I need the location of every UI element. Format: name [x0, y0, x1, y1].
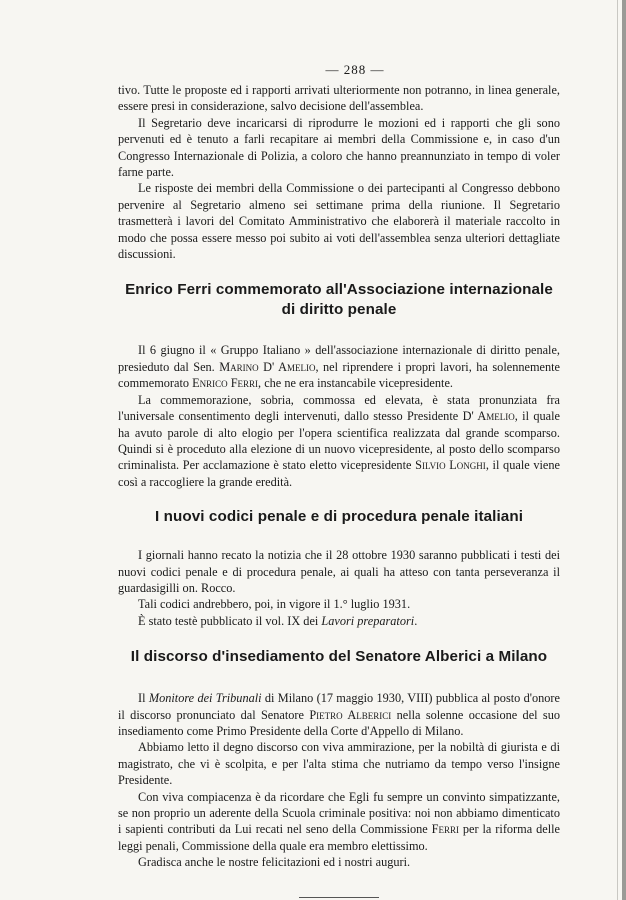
page-number: — 288 — — [325, 62, 385, 77]
closing-rule — [299, 897, 379, 898]
text-run: . — [414, 613, 418, 628]
section1-title-line2: di diritto penale — [281, 301, 397, 319]
section2-paragraph-1: I giornali hanno recato la notizia che il 28 ottobre 1930 saranno pubblicati i testi dei nuovi codici penale e di procedura penale, ai quali ha atteso con tanta perseveranza il guardasigilli on. Rocco. — [118, 548, 560, 595]
section3-paragraph-3 — [118, 789, 560, 855]
intro-paragraph-2: Il Segretario deve incaricarsi di riprodurre le mozioni ed i rapporti che gli sono pervenuti ed è tenuto a farli recapitare ai membri della Commissione e, in caso d'un Congresso Internazionale di Polizia, a coloro che hanno preannunziato in tempo di voler farne parte. — [118, 115, 560, 180]
intro-paragraph-3: Le risposte dei membri della Commissione o dei partecipanti al Congresso debbono pervenire al Segretario almeno sei settimane prima della riunione. Il Segretario trasmetterà i lavori del Comitato Amministrativo che elaborerà il materiale raccolto in modo che possa essere messo poi subito ai voti dell'assemblea senza ulteriori dettagliate discussioni. — [118, 181, 560, 262]
text-run: La commemorazione, sobria, commossa ed elevata, è stata pronunziata fra l'universale consentimento degli intervenuti, dallo stesso Presidente — [118, 392, 560, 424]
page-edge-shadow — [622, 0, 626, 900]
person-name: D' Amelio — [462, 409, 515, 424]
text-run: Il 6 giugno il « Gruppo Italiano » dell'associazione internazionale di diritto penale, presieduto dal Sen. — [118, 343, 560, 374]
text-run: , il quale viene così a raccogliere la grande eredità. — [118, 458, 560, 489]
text-run: , nel riprendere i propri lavori, ha solennemente commemorato — [118, 359, 560, 391]
page-edge-line — [617, 0, 618, 900]
text-run: , che ne era instancabile vicepresidente. — [258, 376, 453, 391]
section2-title: I nuovi codici penale e di procedura penale italiani — [154, 508, 524, 526]
section3-paragraph-2: Abbiamo letto il degno discorso con viva ammirazione, per la nobiltà di giurista e di magistrato, che vi è scolpita, e per l'alta stima che nutriamo da tempo verso l'insigne Presidente. — [118, 740, 560, 788]
section2-paragraph-2: Tali codici andrebbero, poi, in vigore il 1.° luglio 1931. — [138, 597, 411, 612]
section1-paragraph-2 — [118, 392, 560, 490]
text-run: di Milano (17 maggio 1930, VIII) pubblica al posto d'onore il discorso pronunciato dal Senatore — [118, 691, 560, 722]
italic-title: Lavori preparatori — [321, 613, 415, 628]
text-run: , il quale ha avuto parole di alto elogio per l'opera scientifica realizzata dal grande scomparso. Quindi si è proceduto alla elezione di un nuovo vicepresidente, al posto dello scomparso criminalista. Per acclamazione è stato eletto vicepresidente — [118, 409, 561, 473]
section1-paragraph-1 — [118, 342, 560, 391]
text-run: È stato testè pubblicato il vol. IX dei — [138, 613, 322, 628]
section1-title — [118, 280, 560, 320]
person-name: Enrico Ferri — [192, 376, 259, 391]
italic-title: Monitore dei Tribunali — [148, 691, 262, 706]
section1-title-line1: Enrico Ferri commemorato all'Associazione internazionale — [125, 281, 553, 299]
person-name: Pietro Alberici — [309, 707, 392, 722]
text-run: Il — [138, 691, 149, 706]
section2-paragraph-3 — [118, 613, 560, 629]
person-name: Silvio Longhi — [415, 458, 486, 473]
section3-paragraph-1 — [118, 690, 560, 739]
person-name: Ferri — [431, 822, 459, 837]
text-run: nella solenne occasione del suo insediamento come Primo Presidente della Corte d'Appello di Milano. — [118, 707, 561, 738]
intro-paragraph-1: tivo. Tutte le proposte ed i rapporti arrivati ulteriormente non potranno, in linea generale, essere presi in considerazione, salvo decisione dell'assemblea. — [118, 83, 560, 114]
person-name: Marino D' Amelio — [219, 359, 316, 374]
section3-title: Il discorso d'insediamento del Senatore Alberici a Milano — [130, 648, 548, 666]
section3-paragraph-4: Gradisca anche le nostre felicitazioni ed i nostri auguri. — [138, 855, 411, 870]
text-run: Con viva compiacenza è da ricordare che Egli fu sempre un convinto simpatizzante, se non proprio un aderente della Scuola criminale positiva: noi non abbiamo dimenticato i sapienti contributi da Lui recati nel seno della Commissione — [118, 789, 560, 837]
document-page — [118, 62, 560, 898]
text-run: per la riforma delle leggi penali, Commissione della quale era membro elettissimo. — [118, 822, 560, 853]
